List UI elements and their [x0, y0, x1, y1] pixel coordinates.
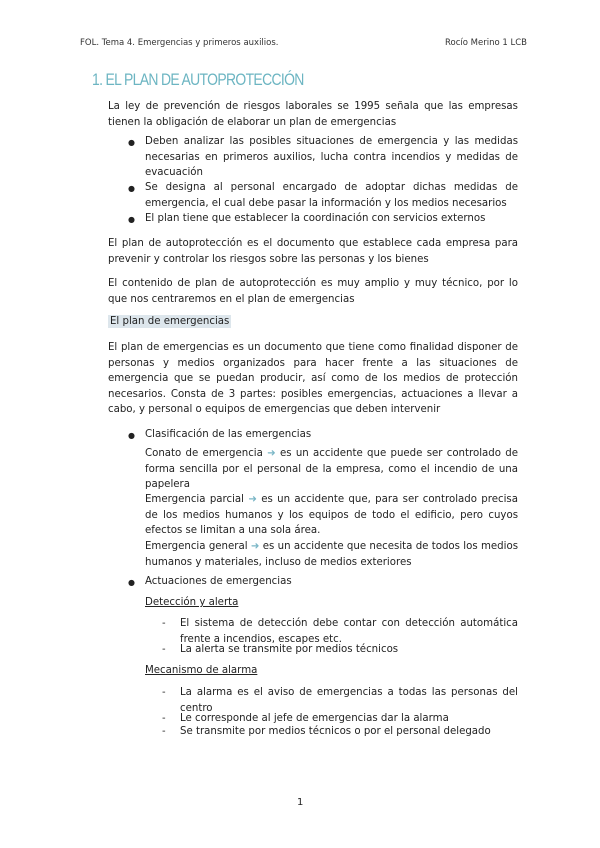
- deteccion-item-1: El sistema de detección debe contar con detección automática frente a incendios, escapes etc.: [180, 618, 518, 645]
- header-right: Rocío Merino 1 LCB: [445, 38, 527, 48]
- intro-paragraph: La ley de prevención de riesgos laborales se 1995 señala que las empresas tienen la obligación de elaborar un plan de emergencias: [108, 101, 518, 128]
- intro-bullet-2: Se designa al personal encargado de adoptar dichas medidas de emergencia, el cual debe pasar la información y los medios necesarios: [145, 182, 518, 209]
- general-term: Emergencia general: [145, 541, 248, 552]
- alarma-item-2: Le corresponde al jefe de emergencias dar la alarma: [180, 713, 449, 724]
- deteccion-item-2: La alerta se transmite por medios técnicos: [180, 644, 399, 655]
- bullet-dot: ●: [128, 138, 135, 147]
- paragraph-2: El contenido de plan de autoprotección es muy amplio y muy técnico, por lo que nos centraremos en el plan de emergencias: [108, 278, 518, 305]
- alarma-title: Mecanismo de alarma: [145, 665, 258, 676]
- dash-marker: -: [162, 713, 166, 724]
- conato-text: es un accidente que puede ser controlado de forma sencilla por el personal de la empresa, como el incendio de una papelera: [145, 448, 518, 490]
- general-text: es un accidente que necesita de todos los medios humanos y materiales, incluso de medios exteriores: [145, 541, 519, 568]
- header-left: FOL. Tema 4. Emergencias y primeros auxilios.: [80, 38, 279, 48]
- parcial-item: [145, 492, 518, 539]
- dash-marker: -: [162, 618, 166, 629]
- alarma-item-1: La alarma es el aviso de emergencias a todas las personas del centro: [180, 687, 518, 714]
- deteccion-title: Detección y alerta: [145, 597, 239, 608]
- bullet-dot: ●: [128, 215, 135, 224]
- clasificacion-title: Clasificación de las emergencias: [145, 429, 312, 440]
- arrow-right-icon: ➜: [267, 448, 276, 459]
- paragraph-1: El plan de autoprotección es el documento que establece cada empresa para prevenir y controlar los riesgos sobre las personas y los bienes: [108, 238, 518, 265]
- bullet-dot: ●: [128, 184, 135, 193]
- conato-term: Conato de emergencia: [145, 448, 263, 459]
- dash-marker: -: [162, 726, 166, 737]
- arrow-right-icon: ➜: [250, 541, 260, 552]
- page-number: 1: [297, 797, 304, 808]
- parcial-text: es un accidente que, para ser controlado precisa de los medios humanos y los equipos de todo el edificio, pero cuyos efectos se limitan a una sola área.: [145, 494, 518, 536]
- intro-bullet-1: Deben analizar las posibles situaciones de emergencia y las medidas necesarias en primeros auxilios, lucha contra incendios y medidas de evacuación: [145, 136, 518, 178]
- arrow-right-icon: ➜: [248, 494, 257, 505]
- dash-marker: -: [162, 687, 166, 698]
- bullet-dot: ●: [128, 578, 135, 587]
- alarma-item-3: Se transmite por medios técnicos o por el personal delegado: [180, 726, 491, 737]
- dash-marker: -: [162, 644, 166, 655]
- paragraph-3: El plan de emergencias es un documento que tiene como finalidad disponer de personas y medios organizados para hacer frente a las situaciones de emergencia que se puedan producir, así como de los medios de protección necesarios. Consta de 3 partes: posibles emergencias, actuaciones a llevar a cabo, y personal o equipos de emergencias que deben intervenir: [108, 342, 518, 415]
- bullet-dot: ●: [128, 431, 135, 440]
- intro-bullet-3: El plan tiene que establecer la coordinación con servicios externos: [145, 213, 486, 224]
- subheading: [108, 314, 518, 330]
- actuaciones-title: Actuaciones de emergencias: [145, 576, 292, 587]
- general-item: [145, 539, 518, 570]
- section-heading: 1. EL PLAN DE AUTOPROTECCIÓN: [92, 70, 304, 89]
- parcial-term: Emergencia parcial: [145, 494, 245, 505]
- subheading-text: El plan de emergencias: [110, 316, 230, 327]
- conato-item: [145, 446, 518, 493]
